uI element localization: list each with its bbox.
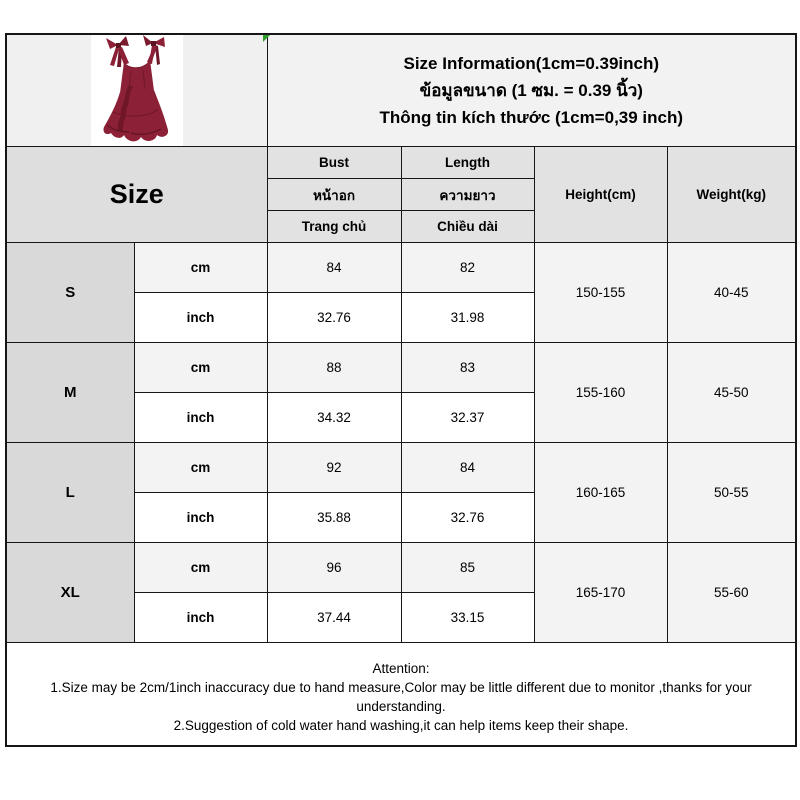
size-chart-table [5, 33, 797, 747]
attention-cell [6, 643, 796, 747]
m-length-cm: 83 [401, 343, 534, 393]
l-length-inch: 32.76 [401, 493, 534, 543]
product-photo [91, 35, 183, 146]
unit-label-cm: cm [134, 443, 267, 493]
title-vietnamese: Thông tin kích thước (1cm=0,39 inch) [379, 108, 684, 127]
size-header-cell [6, 147, 267, 243]
unit-label-cm: cm [134, 243, 267, 293]
m-bust-cm: 88 [267, 343, 401, 393]
col-header-weight: Weight(kg) [667, 147, 796, 243]
m-weight: 45-50 [667, 343, 796, 443]
l-bust-inch: 35.88 [267, 493, 401, 543]
m-bust-inch: 34.32 [267, 393, 401, 443]
title-thai: ข้อมูลขนาด (1 ซม. = 0.39 นิ้ว) [419, 81, 643, 100]
m-length-inch: 32.37 [401, 393, 534, 443]
unit-label-inch: inch [134, 293, 267, 343]
table-row-xl-cm [6, 543, 796, 593]
s-length-cm: 82 [401, 243, 534, 293]
table-row-m-cm [6, 343, 796, 393]
col-header-length-en: Length [401, 147, 534, 179]
col-header-bust-th: หน้าอก [267, 179, 401, 211]
s-height: 150-155 [534, 243, 667, 343]
s-length-inch: 31.98 [401, 293, 534, 343]
s-bust-inch: 32.76 [267, 293, 401, 343]
s-weight: 40-45 [667, 243, 796, 343]
xl-bust-cm: 96 [267, 543, 401, 593]
s-bust-cm: 84 [267, 243, 401, 293]
product-photo-cell [6, 34, 267, 147]
m-height: 155-160 [534, 343, 667, 443]
xl-bust-inch: 37.44 [267, 593, 401, 643]
col-header-height: Height(cm) [534, 147, 667, 243]
size-info-title-cell [267, 34, 796, 147]
col-header-bust-vi: Trang chủ [267, 211, 401, 243]
l-length-cm: 84 [401, 443, 534, 493]
l-height: 160-165 [534, 443, 667, 543]
size-label-m: M [6, 343, 134, 443]
size-label-l: L [6, 443, 134, 543]
attention-line2: 2.Suggestion of cold water hand washing,it can help items keep their shape. [173, 717, 629, 733]
col-header-bust-en: Bust [267, 147, 401, 179]
dress-illustration [91, 35, 183, 146]
size-label-xl: XL [6, 543, 134, 643]
unit-label-cm: cm [134, 343, 267, 393]
col-header-length-vi: Chiều dài [401, 211, 534, 243]
l-bust-cm: 92 [267, 443, 401, 493]
size-label-s: S [6, 243, 134, 343]
table-row-l-cm [6, 443, 796, 493]
title-english: Size Information(1cm=0.39inch) [403, 54, 660, 73]
table-row-s-cm [6, 243, 796, 293]
unit-label-inch: inch [134, 593, 267, 643]
xl-length-inch: 33.15 [401, 593, 534, 643]
xl-length-cm: 85 [401, 543, 534, 593]
col-header-length-th: ความยาว [401, 179, 534, 211]
size-header-label: Size [109, 179, 164, 209]
green-corner-marker-icon [263, 35, 270, 42]
unit-label-inch: inch [134, 493, 267, 543]
xl-weight: 55-60 [667, 543, 796, 643]
unit-label-cm: cm [134, 543, 267, 593]
xl-height: 165-170 [534, 543, 667, 643]
attention-title: Attention: [372, 660, 430, 676]
unit-label-inch: inch [134, 393, 267, 443]
l-weight: 50-55 [667, 443, 796, 543]
attention-line1: 1.Size may be 2cm/1inch inaccuracy due to hand measure,Color may be little different due to monitor ,thanks for your understanding. [50, 679, 752, 714]
